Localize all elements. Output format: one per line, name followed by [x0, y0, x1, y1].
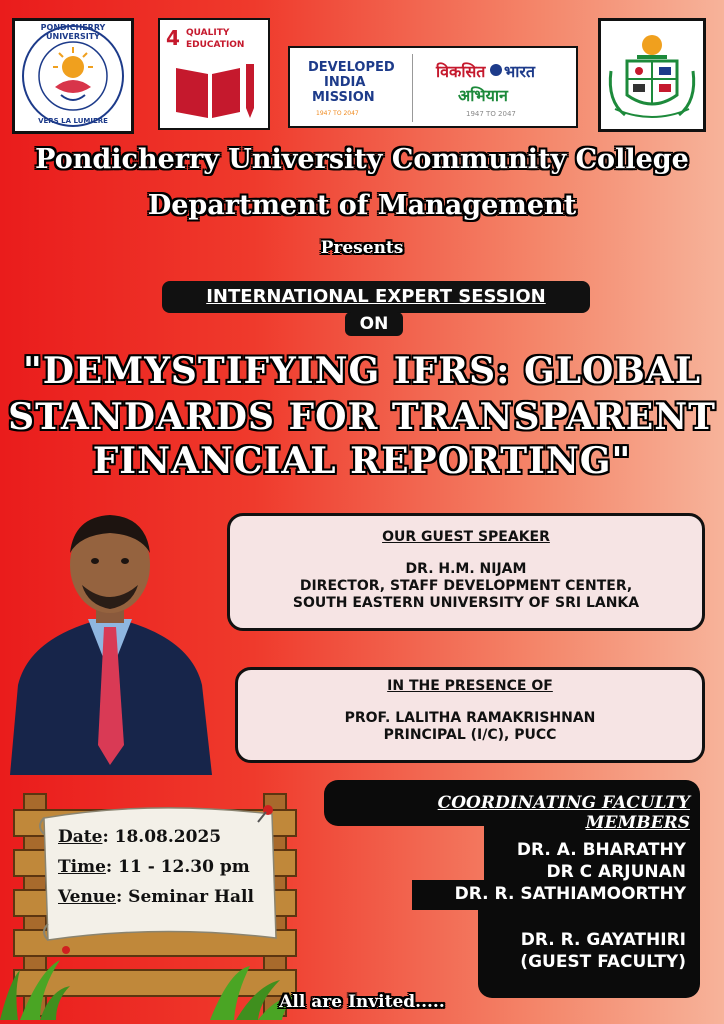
department-name: Department of Management — [147, 190, 577, 221]
event-details — [58, 822, 278, 912]
event-venue-value: : Seminar Hall — [115, 887, 254, 907]
session-label — [162, 281, 590, 313]
presence-heading: IN THE PRESENCE OF — [387, 678, 553, 694]
sdg-quality-education-logo — [158, 18, 270, 130]
presence-name: PROF. LALITHA RAMAKRISHNAN — [344, 710, 596, 726]
vba-years: 1947 TO 2047 — [466, 110, 516, 118]
sdg-number: 4 — [166, 26, 180, 50]
guest-speaker-heading: OUR GUEST SPEAKER — [382, 529, 550, 545]
coordinator-1: DR. A. BHARATHY — [516, 840, 686, 860]
coordinator-4-note: (GUEST FACULTY) — [520, 952, 686, 972]
seal-top-text: PONDICHERRY UNIVERSITY — [40, 23, 106, 41]
coordinator-2: DR C ARJUNAN — [546, 862, 686, 882]
logo-divider — [412, 54, 413, 122]
coordinator-4: DR. R. GAYATHIRI — [520, 930, 686, 950]
presents-text: Presents — [320, 238, 404, 258]
vba-line-3: अभियान — [458, 86, 508, 105]
session-on: ON — [345, 312, 403, 336]
event-time-label: Time — [58, 857, 106, 877]
college-name: Pondicherry University Community College — [35, 144, 689, 175]
book-pencil-icon — [160, 56, 268, 126]
guest-speaker-role-2: SOUTH EASTERN UNIVERSITY OF SRI LANKA — [292, 595, 640, 611]
coordinator-3: DR. R. SATHIAMOORTHY — [454, 884, 686, 904]
event-time-row — [58, 852, 278, 882]
event-venue-label: Venue — [58, 887, 116, 907]
session-title-line-2: STANDARDS FOR TRANSPARENT — [8, 396, 716, 438]
event-time-value: : 11 - 12.30 pm — [105, 857, 250, 877]
vba-line-1: विकसित — [436, 62, 486, 81]
guest-speaker-name: DR. H.M. NIJAM — [405, 561, 527, 577]
dim-line-2: INDIA — [324, 75, 366, 90]
presence-card — [235, 667, 705, 763]
speaker-photo — [0, 505, 236, 775]
college-emblem-icon — [601, 21, 703, 129]
session-title-line-1: "DEMYSTIFYING IFRS: GLOBAL — [22, 350, 702, 392]
viksit-bharat-logo — [288, 46, 578, 128]
community-college-logo — [598, 18, 706, 132]
guest-speaker-role-1: DIRECTOR, STAFF DEVELOPMENT CENTER, — [299, 578, 633, 594]
invitation-text: All are Invited..... — [279, 992, 445, 1012]
dim-line-3: MISSION — [312, 90, 375, 105]
session-title-line-3: FINANCIAL REPORTING" — [92, 440, 632, 482]
event-venue-row — [58, 882, 278, 912]
pondicherry-university-logo — [12, 18, 134, 134]
event-date-row — [58, 822, 278, 852]
session-label-text: INTERNATIONAL EXPERT SESSION — [206, 286, 546, 307]
dim-years: 1947 TO 2047 — [316, 110, 359, 117]
event-date-label: Date — [58, 827, 103, 847]
sdg-label-1: QUALITY — [186, 28, 230, 38]
event-date-value: : 18.08.2025 — [102, 827, 222, 847]
presence-role: PRINCIPAL (I/C), PUCC — [383, 727, 557, 743]
sdg-label-2: EDUCATION — [186, 40, 245, 50]
guest-speaker-card — [227, 513, 705, 631]
coordinators-heading: COORDINATING FACULTY MEMBERS — [437, 793, 690, 833]
dim-line-1: DEVELOPED — [308, 60, 395, 75]
seal-bottom-text: VERS LA LUMIERE — [38, 117, 108, 125]
vba-line-2: भारत — [504, 62, 536, 81]
vba-globe-icon — [490, 64, 502, 76]
